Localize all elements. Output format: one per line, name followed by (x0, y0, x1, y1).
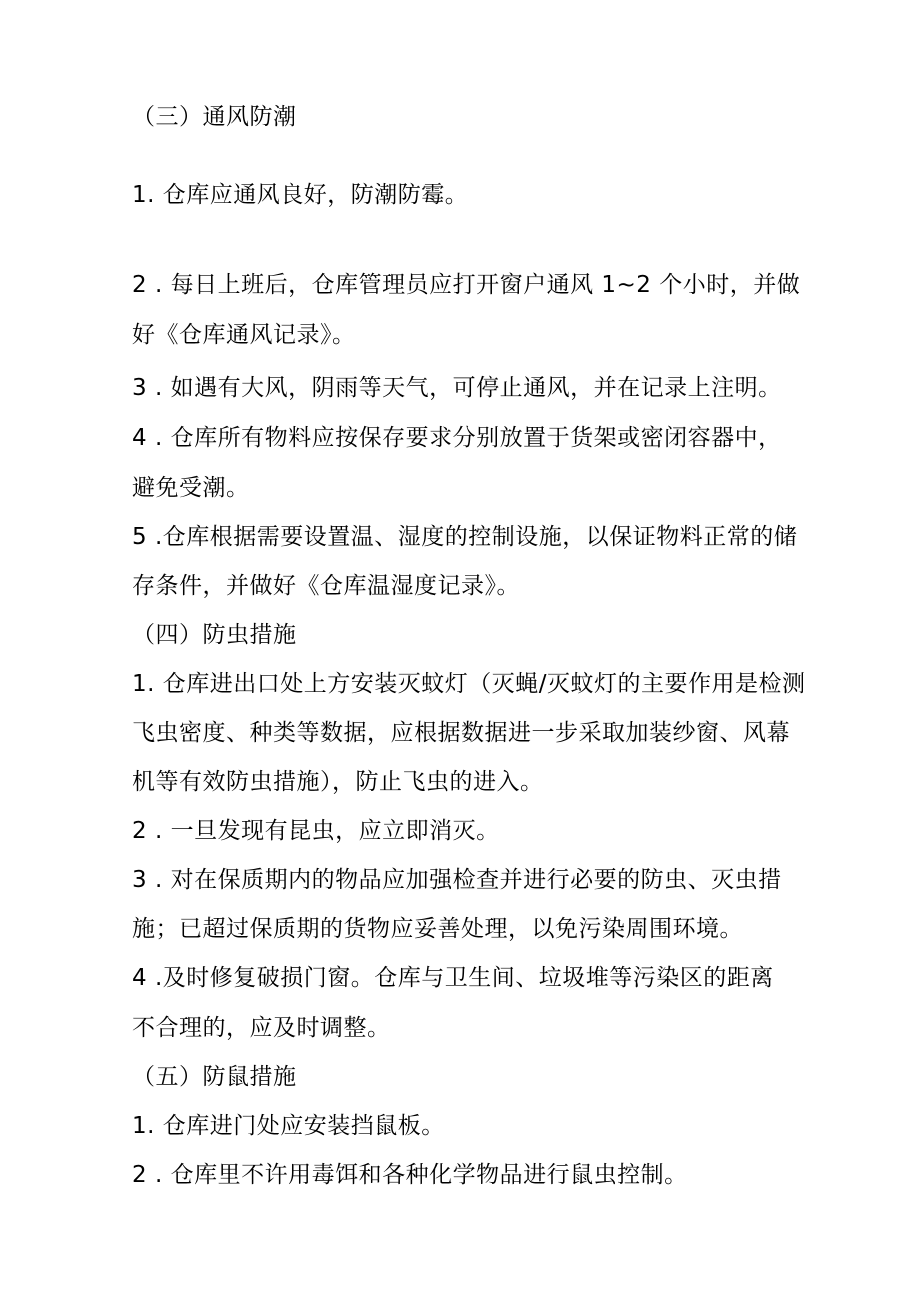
paragraph-item-continued: 存条件，并做好《仓库温湿度记录》。 (132, 573, 520, 599)
paragraph-item-continued: 机等有效防虫措施），防止飞虫的进入。 (132, 769, 544, 795)
paragraph-item: 2 . 每日上班后，仓库管理员应打开窗户通风 1~2 个小时，并做 (132, 272, 801, 298)
paragraph-item: 4 .及时修复破损门窗。仓库与卫生间、垃圾堆等污染区的距离 (132, 965, 774, 991)
paragraph-item: 1. 仓库进门处应安装挡鼠板。 (132, 1113, 445, 1139)
paragraph-item: 2 . 仓库里不许用毒饵和各种化学物品进行鼠虫控制。 (132, 1162, 688, 1188)
paragraph-item-continued: 不合理的，应及时调整。 (132, 1015, 391, 1041)
section-heading-insect-control: （四）防虫措施 (132, 622, 297, 648)
paragraph-item: 1. 仓库进出口处上方安装灭蚊灯（灭蝇/灭蚊灯的主要作用是检测 (132, 671, 806, 697)
paragraph-item: 5 .仓库根据需要设置温、湿度的控制设施，以保证物料正常的储 (132, 524, 798, 550)
paragraph-item-continued: 好《仓库通风记录》。 (132, 322, 356, 348)
paragraph-item-continued: 飞虫密度、种类等数据，应根据数据进一步采取加装纱窗、风幕 (132, 720, 790, 746)
section-heading-ventilation: （三）通风防潮 (132, 104, 297, 130)
paragraph-item-continued: 施；已超过保质期的货物应妥善处理，以免污染周围环境。 (132, 916, 743, 942)
paragraph-item-continued: 避免受潮。 (132, 475, 250, 501)
paragraph-item: 1. 仓库应通风良好，防潮防霉。 (132, 182, 469, 208)
paragraph-item: 2 . 一旦发现有昆虫，应立即消灭。 (132, 818, 500, 844)
paragraph-item: 4 . 仓库所有物料应按保存要求分别放置于货架或密闭容器中， (132, 425, 782, 451)
paragraph-item: 3 . 对在保质期内的物品应加强检查并进行必要的防虫、灭虫措 (132, 867, 782, 893)
paragraph-item: 3 . 如遇有大风，阴雨等天气，可停止通风，并在记录上注明。 (132, 375, 782, 401)
section-heading-rodent-control: （五）防鼠措施 (132, 1064, 297, 1090)
